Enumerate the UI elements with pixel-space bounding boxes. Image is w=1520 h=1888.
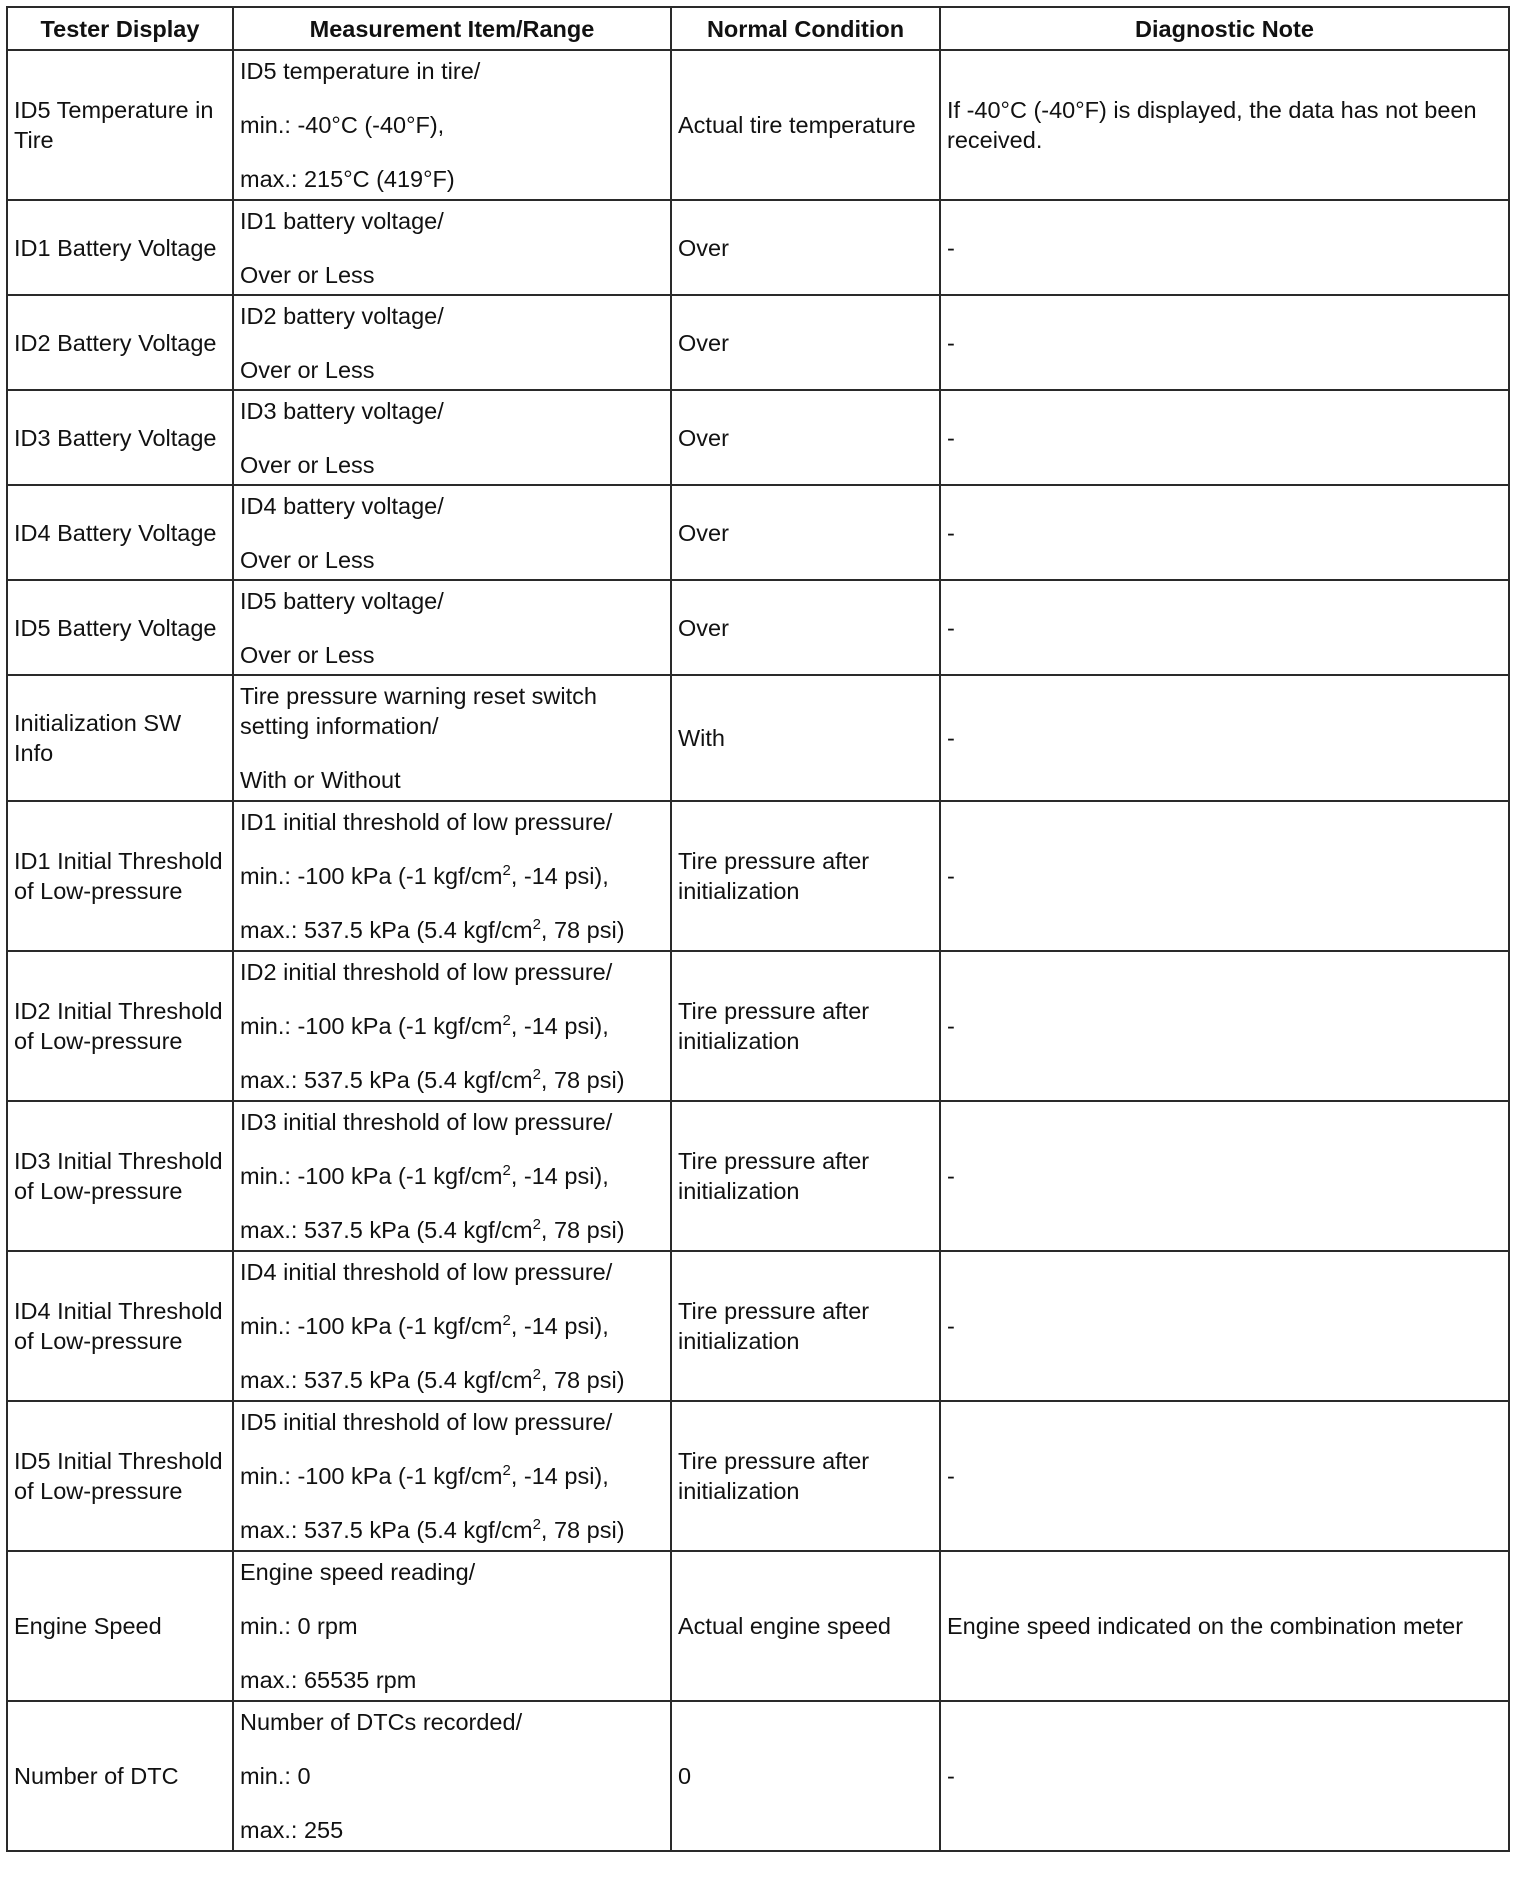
measurement-cell [233, 580, 671, 675]
diagnostic-note-cell: - [940, 390, 1509, 485]
table-row [7, 295, 1509, 390]
measurement-max: max.: 215°C (419°F) [240, 166, 455, 192]
measurement-max: max.: 537.5 kPa (5.4 kgf/$cm^2$, 78 psi) [240, 1516, 625, 1543]
normal-condition-cell: Over [671, 580, 940, 675]
tester-display-cell: Initialization SW Info [7, 675, 233, 801]
measurement-cell [233, 1551, 671, 1701]
measurement-max: max.: 65535 rpm [240, 1667, 417, 1693]
measurement-item: ID5 initial threshold of low pressure/ [240, 1409, 613, 1435]
tester-display-cell: ID4 Initial Threshold of Low-pressure [7, 1251, 233, 1401]
header-row [7, 7, 1509, 50]
table-row [7, 580, 1509, 675]
table-row [7, 951, 1509, 1101]
measurement-cell [233, 1101, 671, 1251]
superscript: 2 [502, 1312, 511, 1329]
superscript: 2 [532, 1066, 541, 1083]
normal-condition-cell: Over [671, 200, 940, 295]
diagnostic-note-cell: - [940, 485, 1509, 580]
measurement-max: max.: 537.5 kPa (5.4 kgf/$cm^2$, 78 psi) [240, 1366, 625, 1393]
diagnostic-note-cell: If -40°C (-40°F) is displayed, the data has not been received. [940, 50, 1509, 200]
superscript: 2 [532, 1516, 541, 1533]
measurement-min: min.: -100 kPa (-1 kgf/$cm^2$, -14 psi), [240, 1012, 609, 1039]
measurement-cell [233, 295, 671, 390]
measurement-cell [233, 951, 671, 1101]
measurement-max: max.: 255 [240, 1817, 344, 1843]
diagnostic-note-cell: - [940, 1701, 1509, 1851]
measurement-item: ID5 battery voltage/ [240, 587, 444, 614]
measurement-item: ID2 initial threshold of low pressure/ [240, 959, 613, 985]
normal-condition-cell: Tire pressure after initialization [671, 1251, 940, 1401]
table-row [7, 50, 1509, 200]
tester-display-cell: ID5 Initial Threshold of Low-pressure [7, 1401, 233, 1551]
measurement-item: ID1 initial threshold of low pressure/ [240, 809, 613, 835]
data-list-table [6, 6, 1510, 1852]
diagnostic-note-cell: - [940, 801, 1509, 951]
measurement-range: Over or Less [240, 546, 375, 573]
tester-display-cell: ID3 Battery Voltage [7, 390, 233, 485]
tester-display-cell: ID1 Battery Voltage [7, 200, 233, 295]
measurement-cell [233, 1251, 671, 1401]
diagnostic-note-cell: - [940, 1401, 1509, 1551]
superscript: 2 [532, 1216, 541, 1233]
measurement-cell [233, 50, 671, 200]
tester-display-cell: ID2 Battery Voltage [7, 295, 233, 390]
normal-condition-cell: Over [671, 295, 940, 390]
table-row [7, 1101, 1509, 1251]
table-row [7, 485, 1509, 580]
diagnostic-note-cell: - [940, 675, 1509, 801]
normal-condition-cell: 0 [671, 1701, 940, 1851]
tester-display-cell: Number of DTC [7, 1701, 233, 1851]
measurement-item: ID5 temperature in tire/ [240, 58, 481, 84]
measurement-range: Over or Less [240, 451, 375, 478]
normal-condition-cell: Over [671, 390, 940, 485]
header-tester-display: Tester Display [7, 7, 233, 50]
normal-condition-cell: Tire pressure after initialization [671, 1101, 940, 1251]
superscript: 2 [502, 1462, 511, 1479]
measurement-cell [233, 1401, 671, 1551]
measurement-item: ID4 battery voltage/ [240, 492, 444, 519]
measurement-min: min.: -100 kPa (-1 kgf/$cm^2$, -14 psi), [240, 1462, 609, 1489]
measurement-item: ID4 initial threshold of low pressure/ [240, 1259, 613, 1285]
measurement-min: min.: -100 kPa (-1 kgf/$cm^2$, -14 psi), [240, 862, 609, 889]
normal-condition-cell: With [671, 675, 940, 801]
table-row [7, 1251, 1509, 1401]
diagnostic-note-cell: - [940, 1101, 1509, 1251]
normal-condition-cell: Over [671, 485, 940, 580]
measurement-range: Over or Less [240, 356, 375, 383]
measurement-max: max.: 537.5 kPa (5.4 kgf/$cm^2$, 78 psi) [240, 916, 625, 943]
table-row [7, 390, 1509, 485]
table-row [7, 1551, 1509, 1701]
normal-condition-cell: Tire pressure after initialization [671, 801, 940, 951]
measurement-item: ID3 initial threshold of low pressure/ [240, 1109, 613, 1135]
measurement-cell [233, 390, 671, 485]
tester-display-cell: ID1 Initial Threshold of Low-pressure [7, 801, 233, 951]
table-row [7, 1701, 1509, 1851]
measurement-min: min.: -40°C (-40°F), [240, 112, 445, 138]
diagnostic-note-cell: Engine speed indicated on the combination meter [940, 1551, 1509, 1701]
tester-display-cell: ID3 Initial Threshold of Low-pressure [7, 1101, 233, 1251]
measurement-cell [233, 801, 671, 951]
superscript: 2 [502, 1012, 511, 1029]
measurement-range: With or Without [240, 767, 401, 793]
measurement-item: ID2 battery voltage/ [240, 302, 444, 329]
measurement-item: ID1 battery voltage/ [240, 207, 444, 234]
measurement-cell [233, 1701, 671, 1851]
measurement-min: min.: 0 rpm [240, 1613, 358, 1639]
measurement-range: Over or Less [240, 261, 375, 288]
table-row [7, 675, 1509, 801]
normal-condition-cell: Tire pressure after initialization [671, 1401, 940, 1551]
measurement-item: Number of DTCs recorded/ [240, 1709, 523, 1735]
measurement-item: Engine speed reading/ [240, 1559, 476, 1585]
normal-condition-cell: Actual engine speed [671, 1551, 940, 1701]
measurement-min: min.: -100 kPa (-1 kgf/$cm^2$, -14 psi), [240, 1162, 609, 1189]
measurement-item: Tire pressure warning reset switch setting information/ [240, 683, 597, 739]
tester-display-cell: Engine Speed [7, 1551, 233, 1701]
header-measurement-item: Measurement Item/Range [233, 7, 671, 50]
diagnostic-note-cell: - [940, 580, 1509, 675]
superscript: 2 [502, 1162, 511, 1179]
normal-condition-cell: Actual tire temperature [671, 50, 940, 200]
header-diagnostic-note: Diagnostic Note [940, 7, 1509, 50]
measurement-cell [233, 200, 671, 295]
tester-display-cell: ID5 Battery Voltage [7, 580, 233, 675]
measurement-min: min.: 0 [240, 1763, 311, 1789]
diagnostic-note-cell: - [940, 951, 1509, 1101]
measurement-cell [233, 485, 671, 580]
tester-display-cell: ID5 Temperature in Tire [7, 50, 233, 200]
superscript: 2 [532, 916, 541, 933]
tester-display-cell: ID4 Battery Voltage [7, 485, 233, 580]
table-row [7, 801, 1509, 951]
measurement-range: Over or Less [240, 641, 375, 668]
normal-condition-cell: Tire pressure after initialization [671, 951, 940, 1101]
measurement-cell [233, 675, 671, 801]
diagnostic-note-cell: - [940, 295, 1509, 390]
superscript: 2 [502, 862, 511, 879]
diagnostic-note-cell: - [940, 200, 1509, 295]
measurement-max: max.: 537.5 kPa (5.4 kgf/$cm^2$, 78 psi) [240, 1066, 625, 1093]
table-row [7, 1401, 1509, 1551]
measurement-min: min.: -100 kPa (-1 kgf/$cm^2$, -14 psi), [240, 1312, 609, 1339]
header-normal-condition: Normal Condition [671, 7, 940, 50]
tester-display-cell: ID2 Initial Threshold of Low-pressure [7, 951, 233, 1101]
diagnostic-note-cell: - [940, 1251, 1509, 1401]
measurement-item: ID3 battery voltage/ [240, 397, 444, 424]
measurement-max: max.: 537.5 kPa (5.4 kgf/$cm^2$, 78 psi) [240, 1216, 625, 1243]
superscript: 2 [532, 1366, 541, 1383]
table-row [7, 200, 1509, 295]
